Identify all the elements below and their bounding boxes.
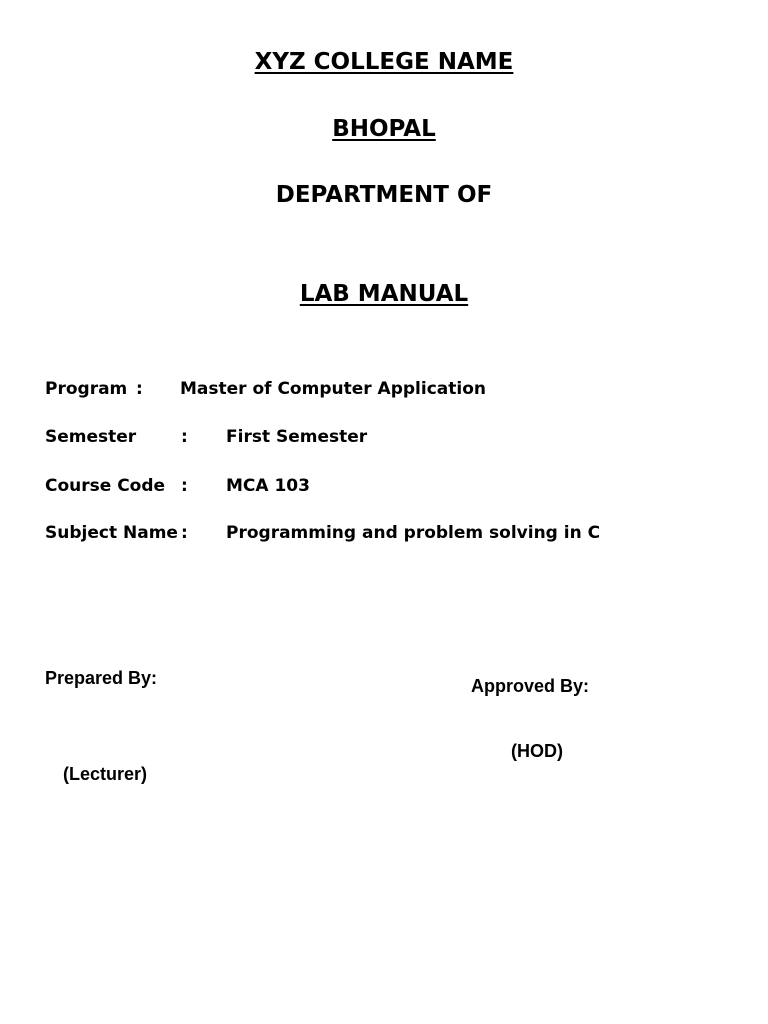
subject-name-colon: : bbox=[181, 523, 188, 543]
course-code-label: Course Code bbox=[45, 476, 166, 496]
semester-label: Semester bbox=[45, 427, 137, 447]
semester-colon: : bbox=[181, 427, 188, 447]
department-heading: DEPARTMENT OF bbox=[275, 182, 493, 208]
approved-by-label: Approved By: bbox=[471, 676, 590, 696]
program-label: Program bbox=[45, 379, 128, 399]
program-colon: : bbox=[136, 379, 143, 399]
subject-name-value: Programming and problem solving in C bbox=[226, 523, 601, 543]
prepared-by-label: Prepared By: bbox=[45, 668, 158, 688]
course-code-value: MCA 103 bbox=[226, 476, 310, 496]
lab-manual-heading: LAB MANUAL bbox=[299, 281, 469, 307]
program-value: Master of Computer Application bbox=[180, 379, 486, 399]
subject-name-label: Subject Name bbox=[45, 523, 178, 543]
hod-role: (HOD) bbox=[511, 741, 563, 761]
college-name-heading: XYZ COLLEGE NAME bbox=[254, 49, 514, 75]
city-heading: BHOPAL bbox=[332, 116, 436, 142]
lecturer-role: (Lecturer) bbox=[63, 764, 148, 784]
semester-value: First Semester bbox=[226, 427, 368, 447]
course-code-colon: : bbox=[181, 476, 188, 496]
